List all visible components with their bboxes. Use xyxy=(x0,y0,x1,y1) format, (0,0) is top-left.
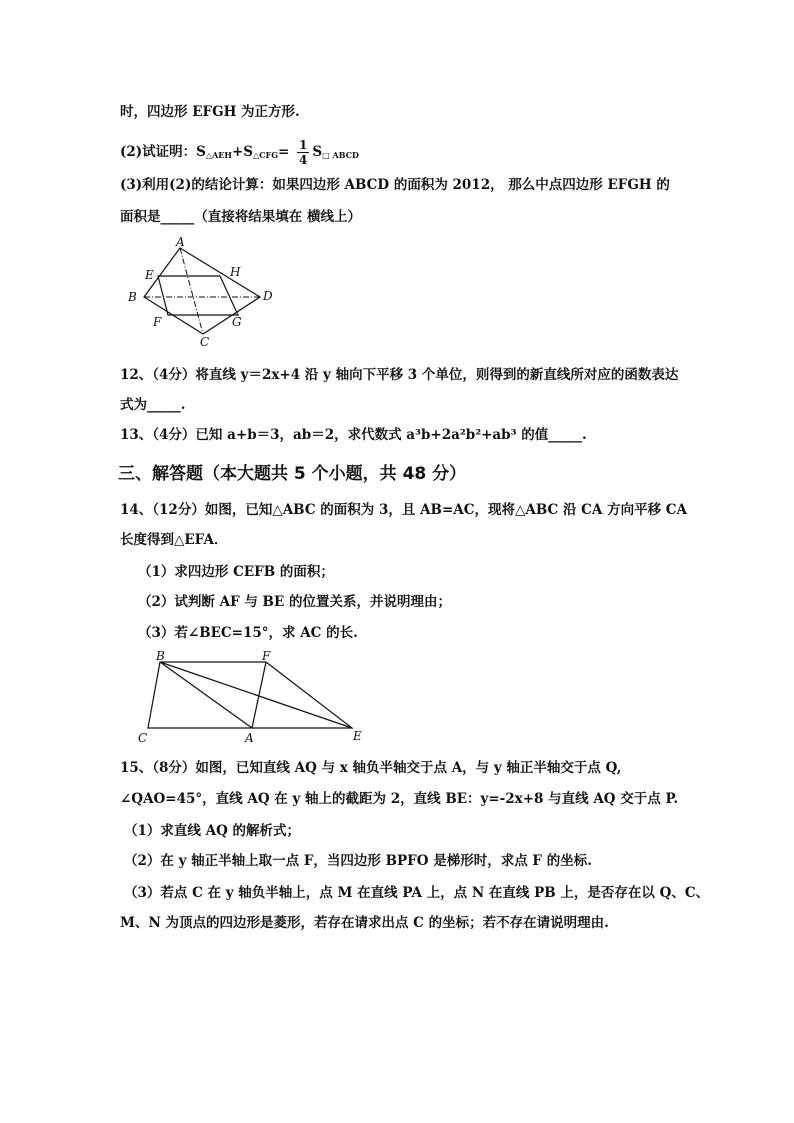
q11-label-c: C xyxy=(200,335,210,348)
q11-quadrilateral-figure xyxy=(118,236,278,348)
q13-line1: 13、（4分）已知 a+b＝3，ab＝2，求代数式 a³b+2a²b²+ab³ 的值_____. xyxy=(120,427,587,443)
q14-item3: （3）若∠BEC=15°，求 AC 的长. xyxy=(138,625,358,641)
q14-line2: 长度得到△EFA． xyxy=(120,532,228,548)
q11-label-a: A xyxy=(176,236,185,249)
q15-item1: （1）求直线 AQ 的解析式； xyxy=(124,823,301,839)
q11-label-d: D xyxy=(263,289,273,303)
q14-label-e: E xyxy=(353,729,362,743)
q11-line-a: 时，四边形 EFGH 为正方形. xyxy=(120,104,300,120)
q14-label-b: B xyxy=(156,650,165,663)
q15-line2: ∠QAO=45°，直线 AQ 在 y 轴上的截距为 2，直线 BE：y=-2x+8 与直线 AQ 交于点 P. xyxy=(120,791,679,807)
q14-item2: （2）试判断 AF 与 BE 的位置关系，并说明理由； xyxy=(138,594,451,610)
q11-part2-prefix: (2)试证明：S xyxy=(120,144,206,160)
q15-line1: 15、（8分）如图，已知直线 AQ 与 x 轴负半轴交于点 A，与 y 轴正半轴交于点 Q, xyxy=(120,760,622,776)
q11-part2 xyxy=(120,138,359,167)
q11-part2-plus: +S xyxy=(231,144,253,160)
q11-part2-sub2: △CFG xyxy=(253,150,279,160)
q14-line1: 14、（12分）如图，已知△ABC 的面积为 3，且 AB=AC，现将△ABC 沿 CA 方向平移 CA xyxy=(120,502,687,518)
q11-quad-efgh xyxy=(158,276,238,315)
q11-label-e: E xyxy=(145,268,154,282)
q14-label-c: C xyxy=(138,731,148,745)
q14-label-a: A xyxy=(245,731,254,745)
q11-label-h: H xyxy=(230,265,241,279)
q11-part2-eq: = xyxy=(278,144,290,160)
q11-label-g: G xyxy=(232,315,242,329)
q14-trapezoid-figure xyxy=(132,650,368,746)
q14-label-f: F xyxy=(262,650,271,663)
q11-part2-sub1: △AEH xyxy=(205,150,232,160)
q12-line1: 12、（4分）将直线 y＝2x+4 沿 y 轴向下平移 3 个单位，则得到的新直线所对应的函数表达 xyxy=(120,367,679,383)
q11-label-b: B xyxy=(128,290,137,304)
q11-label-f: F xyxy=(153,315,162,329)
q11-fraction xyxy=(297,138,309,167)
q11-part3-line1: (3)利用(2)的结论计算：如果四边形 ABCD 的面积为 2012， 那么中点四边形 EFGH 的 xyxy=(120,177,670,193)
q12-line2: 式为_____. xyxy=(120,397,186,413)
q15-item3b: M、N 为顶点的四边形是菱形，若存在请求出点 C 的坐标；若不存在请说明理由. xyxy=(120,915,609,931)
q15-item2: （2）在 y 轴正半轴上取一点 F，当四边形 BPFO 是梯形时，求点 F 的坐标. xyxy=(124,853,592,869)
q11-fraction-denominator: 4 xyxy=(299,153,308,167)
q14-item1: （1）求四边形 CEFB 的面积； xyxy=(138,564,334,580)
q14-segment-be xyxy=(160,662,352,728)
q11-fraction-numerator: 1 xyxy=(299,138,308,152)
q11-part3-line2: 面积是_____（直接将结果填在 横线上） xyxy=(120,209,361,225)
q11-part2-sub3: □ ABCD xyxy=(322,150,359,160)
q14-segment-ba xyxy=(160,662,252,728)
section3-heading: 三、解答题（本大题共 5 个小题，共 48 分） xyxy=(118,464,467,484)
q11-part2-s: S xyxy=(312,144,323,160)
q14-segment-fa xyxy=(252,662,266,728)
q15-item3: （3）若点 C 在 y 轴负半轴上，点 M 在直线 PA 上，点 N 在直线 PB 上，是否存在以 Q、C、 xyxy=(124,885,710,901)
